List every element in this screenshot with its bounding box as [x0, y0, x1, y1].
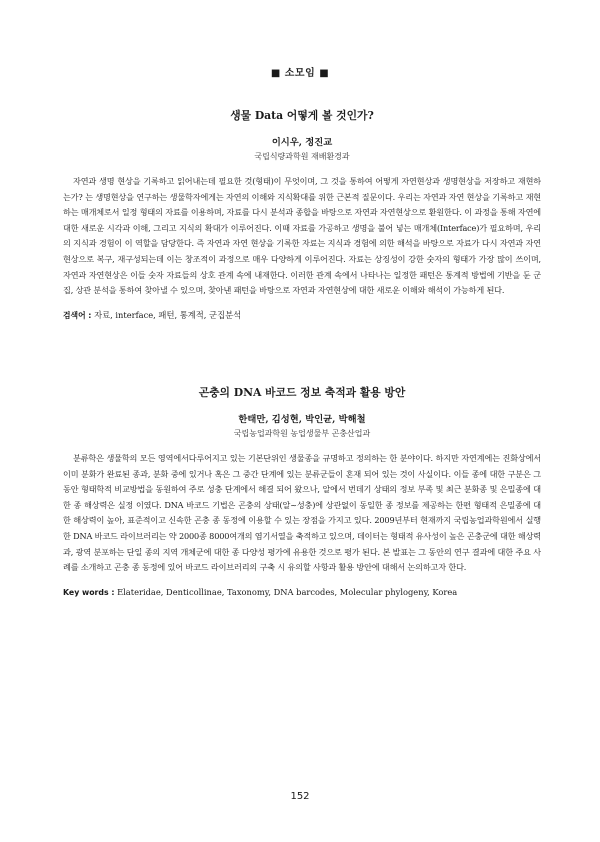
- keywords-text: 자료, interface, 패턴, 통계적, 군집분석: [91, 309, 242, 320]
- abstract-body: 분류학은 생물학의 모든 영역에서다루어지고 있는 기본단위인 생물종을 규명하고 정의하는 한 분야이다. 하지만 자연계에는 진화상에서 이미 분화가 완료된 종과, 분화 중에 있거나 혹은 그 중간 단계에 있는 분류군들이 혼재 되어 있는 것이 사실이다. 이들 종에 대한 구분은 그 동안 형태학적 비교방법을 동원하여 주로 성충 단계에서 해결 되어 왔으나, 알에서 번데기 상태의 정보 부족 및 최근 분화종 및 은밀종에 대한 종 해상력은 실정 이였다. DNA 바코드 기법은 곤충의 상태(알~성충)에 상관없이 동일한 종 정보를 제공하는 한편 형태적 은밀종에 대한 해상력이 높아, 표준적이고 신속한 곤충 종 동정에 이용할 수 있는 장점을 가지고 있다. 2009년부터 현재까지 국립농업과학원에서 실행한 DNA 바코드 라이브러리는 약 2000종 8000여개의 염기서열을 축적하고 있으며, 데이터는 형태적 유사성이 높은 곤충군에 대한 해상력과, 광역 분포하는 단일 종의 지역 개체군에 대한 종 다양성 평가에 유용한 것으로 평가 된다. 본 발표는 그 동안의 연구 결과에 대한 주요 사례를 소개하고 곤충 종 동정에 있어 바코드 라이브러리의 구축 시 유의할 사항과 활용 방안에 대해서 논의하고자 한다.: [63, 453, 541, 573]
- abstract-authors: 이시우, 정진교: [271, 137, 333, 148]
- keywords-text: Elateridae, Denticollinae, Taxonomy, DNA barcodes, Molecular phylogeny, Korea: [114, 586, 458, 597]
- abstract-body: 자연과 생명 현상을 기록하고 읽어내는데 필요한 것(형태)이 무엇이며, 그 것을 통하여 어떻게 자연현상과 생명현상을 저장하고 재현하는가? 는 생명현상을 연구하는 생물학자에게는 자연의 이해와 지식확대를 위한 근본적 질문이다. 우리는 자연과 자연 현상을 기록하고 재현하는 매개체로서 일정 형태의 자료를 이용하며, 자료를 다시 분석과 종합을 바탕으로 자연과 자연현상으로 환원한다. 이 과정을 통해 자연에 대한 새로운 시각과 이해, 그리고 지식의 확대가 이루어진다. 이때 자료를 가공하고 생명을 불어 넣는 매개체(Interface)가 필요하며, 우리의 지식과 경험이 이 역할을 담당한다. 즉 자연과 자연 현상을 기록한 자료는 지식과 경험에 의한 해석을 바탕으로 자료가 다시 자연과 자연 현상으로 복구, 재구성되는데 이는 창조적이 과정으로 매우 다양하게 이루어진다. 자료는 상징성이 강한 숫자의 형태가 가장 많이 쓰이며, 자연과 자연현상은 이들 숫자 자료들의 상호 관계 속에 내재한다. 이러한 관계 속에서 나타나는 일정한 패턴은 통계적 방법에 기반을 둔 군집, 상관 분석을 통하여 찾아낼 수 있으며, 찾아낸 패턴을 바탕으로 자연과 자연현상에 대한 새로운 이해와 해석이 가능하게 된다.: [63, 176, 541, 296]
- abstract-keywords: [63, 586, 541, 599]
- abstract-keywords: [63, 309, 541, 322]
- abstract-1: [63, 108, 541, 322]
- abstract-title: 생물 Data 어떻게 볼 것인가?: [230, 109, 374, 122]
- keywords-label: 검색어 :: [63, 310, 92, 320]
- abstract-authors: 한태만, 김성현, 박인균, 박해철: [238, 414, 366, 425]
- page-number: 152: [290, 791, 310, 802]
- abstract-2: [63, 385, 541, 599]
- abstract-affiliation: 국립식량과학원 재배환경과: [254, 152, 350, 161]
- keywords-label: Key words :: [63, 587, 115, 597]
- section-header: ■ 소모임 ■: [270, 68, 330, 79]
- abstract-affiliation: 국립농업과학원 농업생물부 곤충산업과: [233, 429, 371, 438]
- abstract-title: 곤충의 DNA 바코드 정보 축적과 활용 방안: [198, 386, 406, 399]
